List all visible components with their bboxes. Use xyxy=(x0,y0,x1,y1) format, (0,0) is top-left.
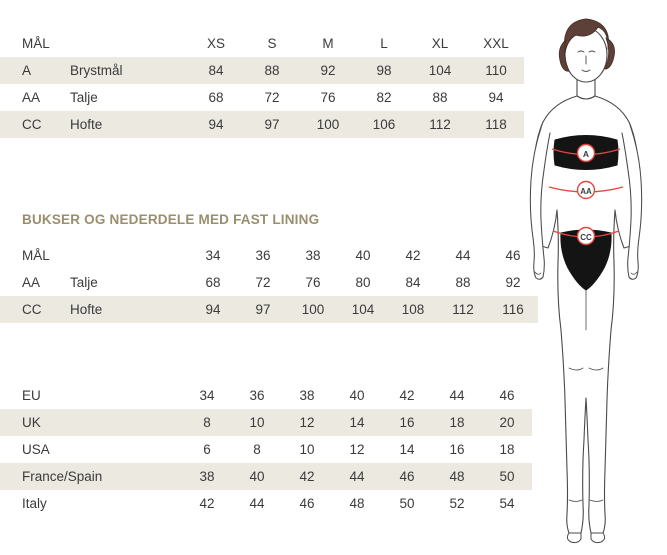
row-code: CC xyxy=(22,117,42,132)
header-cell-44: 44 xyxy=(455,248,471,263)
cell-value: 44 xyxy=(249,496,265,511)
cell-value: 50 xyxy=(499,469,515,484)
header-cell-blank xyxy=(64,30,188,57)
table-header-row xyxy=(0,30,524,57)
cell-value: 46 xyxy=(299,496,315,511)
header-cell-xxl: XXL xyxy=(483,36,509,51)
row-code: AA xyxy=(22,275,41,290)
row-label: Talje xyxy=(70,275,98,290)
cell-value: 6 xyxy=(203,442,211,457)
cell-value: 46 xyxy=(399,469,415,484)
cell-value: 100 xyxy=(301,302,325,317)
cell-value: 82 xyxy=(376,90,392,105)
header-cell-40: 40 xyxy=(355,248,371,263)
header-cell-l: L xyxy=(380,36,388,51)
header-cell-m: M xyxy=(322,36,334,51)
female-measurement-figure xyxy=(505,0,667,555)
table-row xyxy=(0,409,532,436)
cell-value: 112 xyxy=(452,302,474,317)
cell-value: 92 xyxy=(320,63,336,78)
cell-value: 88 xyxy=(455,275,471,290)
header-cell-mal: MÅL xyxy=(22,36,50,51)
header-cell-34: 34 xyxy=(205,248,221,263)
cell-value: 10 xyxy=(249,415,265,430)
table-row xyxy=(0,463,532,490)
cell-value: 38 xyxy=(199,469,215,484)
row-label: Brystmål xyxy=(70,63,123,78)
cell-value: 68 xyxy=(205,275,221,290)
header-cell-blank xyxy=(64,242,188,269)
cell-value: 88 xyxy=(432,90,448,105)
cell-value: 50 xyxy=(399,496,415,511)
cell-value: 108 xyxy=(401,302,425,317)
cell-value: 72 xyxy=(264,90,280,105)
row-label: Hofte xyxy=(70,302,103,317)
row-code: USA xyxy=(22,442,50,457)
cell-value: 10 xyxy=(299,442,315,457)
bottoms-section-title: BUKSER OG NEDERDELE MED FAST LINING xyxy=(22,212,320,227)
cell-value: 54 xyxy=(499,496,515,511)
cell-value: 118 xyxy=(485,117,507,132)
header-cell-xl: XL xyxy=(431,36,449,51)
table-header-row xyxy=(0,382,532,409)
cell-value: 20 xyxy=(499,415,515,430)
header-cell-xs: XS xyxy=(206,36,225,51)
cell-value: 76 xyxy=(320,90,336,105)
cell-value: 68 xyxy=(208,90,224,105)
cell-value: 104 xyxy=(351,302,375,317)
cell-value: 94 xyxy=(205,302,221,317)
cell-value: 104 xyxy=(428,63,452,78)
header-cell-38: 38 xyxy=(305,248,321,263)
cell-value: 97 xyxy=(264,117,280,132)
row-code: Italy xyxy=(22,496,47,511)
header-cell-s: S xyxy=(267,36,277,51)
cell-value: 8 xyxy=(203,415,211,430)
cell-value: 84 xyxy=(405,275,421,290)
header-cell-46: 46 xyxy=(499,388,515,403)
row-code: CC xyxy=(22,302,42,317)
row-code: A xyxy=(22,63,32,78)
table-header-row xyxy=(0,242,538,269)
cell-value: 94 xyxy=(208,117,224,132)
row-code: France/Spain xyxy=(22,469,103,484)
header-cell-38: 38 xyxy=(299,388,315,403)
header-cell-44: 44 xyxy=(449,388,465,403)
cell-value: 52 xyxy=(449,496,465,511)
cell-value: 12 xyxy=(349,442,365,457)
header-cell-34: 34 xyxy=(199,388,215,403)
header-cell-40: 40 xyxy=(349,388,365,403)
table-row xyxy=(0,296,538,323)
cell-value: 76 xyxy=(305,275,321,290)
conversion-table xyxy=(0,382,532,517)
table-row xyxy=(0,490,532,517)
cell-value: 84 xyxy=(208,63,224,78)
header-cell-42: 42 xyxy=(405,248,421,263)
header-cell-46: 46 xyxy=(505,248,521,263)
header-cell-eu: EU xyxy=(22,388,41,403)
cell-value: 112 xyxy=(429,117,451,132)
bottoms-table xyxy=(0,242,538,323)
marker-CC xyxy=(578,228,595,245)
table-row xyxy=(0,57,524,84)
cell-value: 18 xyxy=(499,442,515,457)
table-row xyxy=(0,84,524,111)
cell-value: 14 xyxy=(399,442,415,457)
cell-value: 42 xyxy=(299,469,315,484)
cell-value: 16 xyxy=(399,415,415,430)
cell-value: 100 xyxy=(316,117,340,132)
cell-value: 97 xyxy=(255,302,271,317)
cell-value: 94 xyxy=(488,90,504,105)
cell-value: 48 xyxy=(449,469,465,484)
cell-value: 40 xyxy=(249,469,265,484)
table-row xyxy=(0,436,532,463)
cell-value: 18 xyxy=(449,415,465,430)
cell-value: 48 xyxy=(349,496,365,511)
header-cell-mal: MÅL xyxy=(22,248,50,263)
cell-value: 16 xyxy=(449,442,465,457)
marker-AA xyxy=(578,182,595,199)
table-row xyxy=(0,269,538,296)
row-code: AA xyxy=(22,90,41,105)
row-label: Hofte xyxy=(70,117,103,132)
row-code: UK xyxy=(22,415,41,430)
cell-value: 72 xyxy=(255,275,271,290)
cell-value: 8 xyxy=(253,442,261,457)
cell-value: 116 xyxy=(502,302,524,317)
header-cell-36: 36 xyxy=(255,248,271,263)
header-cell-36: 36 xyxy=(249,388,265,403)
marker-A xyxy=(578,145,595,162)
cell-value: 106 xyxy=(372,117,396,132)
cell-value: 12 xyxy=(299,415,315,430)
cell-value: 92 xyxy=(505,275,521,290)
cell-value: 44 xyxy=(349,469,365,484)
table-row xyxy=(0,111,524,138)
tops-table xyxy=(0,30,524,138)
cell-value: 42 xyxy=(199,496,215,511)
cell-value: 14 xyxy=(349,415,365,430)
header-cell-42: 42 xyxy=(399,388,415,403)
cell-value: 88 xyxy=(264,63,280,78)
svg-text:A: A xyxy=(582,149,590,159)
svg-text:AA: AA xyxy=(580,187,592,196)
cell-value: 80 xyxy=(355,275,371,290)
cell-value: 110 xyxy=(485,63,507,78)
row-label: Talje xyxy=(70,90,98,105)
cell-value: 98 xyxy=(376,63,392,78)
svg-text:CC: CC xyxy=(580,233,592,242)
